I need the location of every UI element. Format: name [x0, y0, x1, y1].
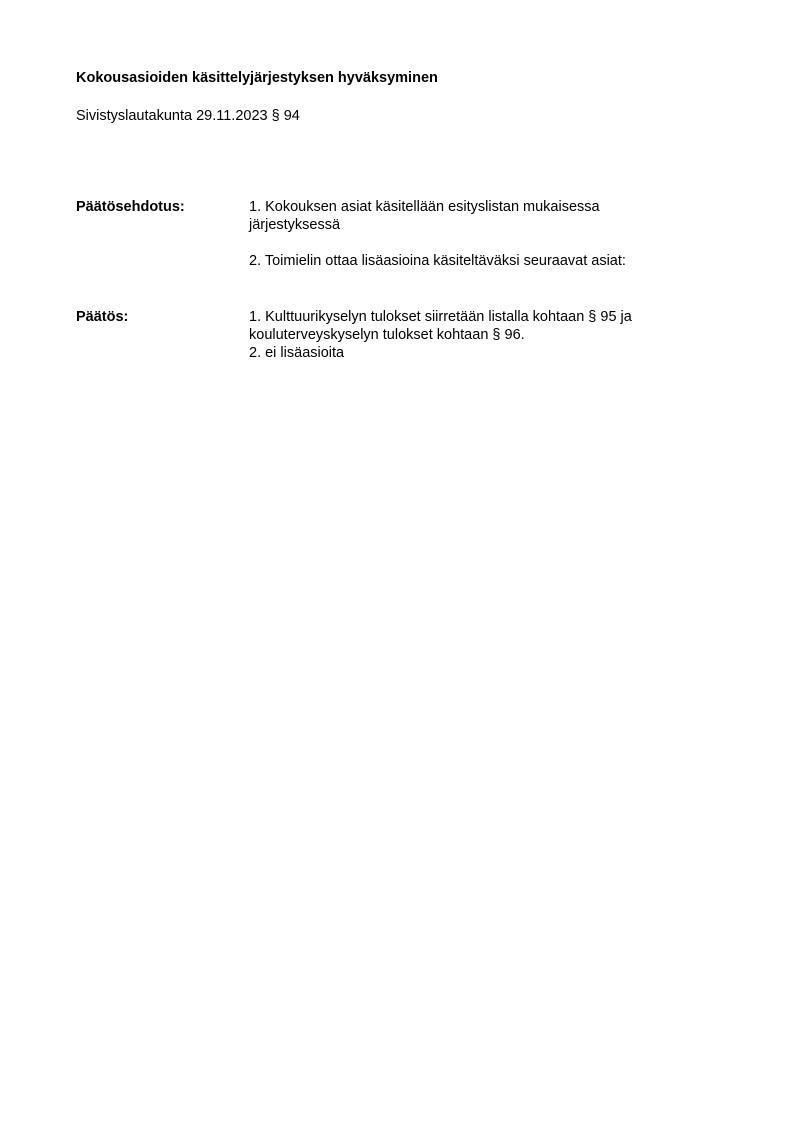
- decision-item-2: 2. ei lisäasioita: [249, 345, 345, 361]
- decision-body: [249, 308, 689, 362]
- spacer: [249, 234, 689, 252]
- proposal-label: Päätösehdotus:: [76, 199, 185, 215]
- proposal-item-2: 2. Toimielin ottaa lisäasioina käsiteltäväksi seuraavat asiat:: [249, 253, 626, 269]
- proposal-item-1-line-2: järjestyksessä: [249, 217, 341, 233]
- proposal-item-1-line-1: 1. Kokouksen asiat käsitellään esityslistan mukaisessa: [249, 199, 600, 215]
- decision-item-1-line-1: 1. Kulttuurikyselyn tulokset siirretään listalla kohtaan § 95 ja: [249, 309, 632, 325]
- decision-item-1-line-2: kouluterveyskyselyn tulokset kohtaan § 96.: [249, 327, 525, 343]
- document-title: Kokousasioiden käsittelyjärjestyksen hyväksyminen: [76, 70, 438, 86]
- meeting-reference: Sivistyslautakunta 29.11.2023 § 94: [76, 108, 300, 124]
- proposal-body: [249, 198, 689, 270]
- decision-label: Päätös:: [76, 309, 129, 325]
